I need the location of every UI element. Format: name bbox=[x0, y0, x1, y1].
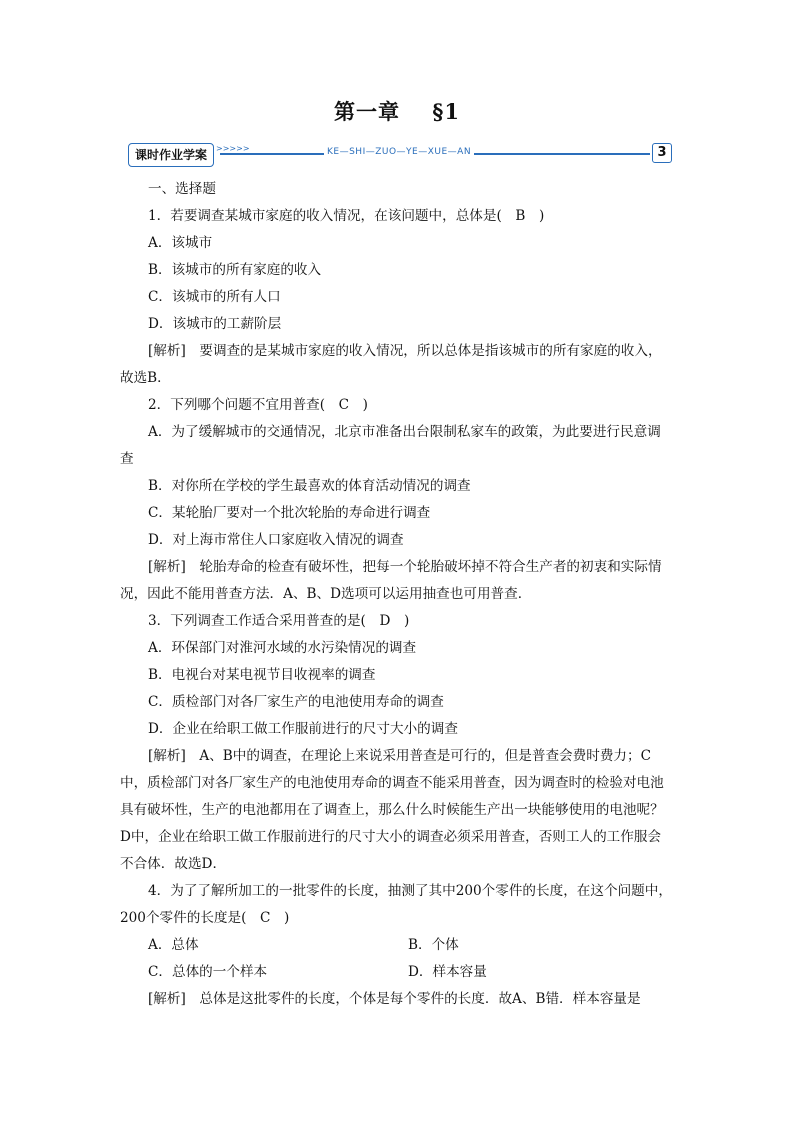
q4-option-d: D．样本容量 bbox=[408, 964, 487, 980]
q2-option-c: C．某轮胎厂要对一个批次轮胎的寿命进行调查 bbox=[148, 505, 431, 521]
homework-banner bbox=[128, 143, 672, 165]
q1-analysis-cont: 故选B． bbox=[120, 370, 171, 386]
q4-options-row-1 bbox=[120, 932, 675, 959]
q3-analysis-cont-4: 不合体．故选D． bbox=[120, 856, 227, 872]
banner-arrows: >>>>> bbox=[216, 144, 250, 153]
question-content bbox=[120, 176, 675, 1013]
q4-analysis: [解析] 总体是这批零件的长度，个体是每个零件的长度．故A、B错．样本容量是 bbox=[148, 991, 641, 1007]
banner-label: 课时作业学案 bbox=[128, 143, 214, 167]
q1-option-a: A．该城市 bbox=[148, 235, 213, 251]
chapter-title: 第一章 bbox=[334, 99, 401, 124]
q3-option-a: A．环保部门对淮河水域的水污染情况的调查 bbox=[148, 640, 417, 656]
banner-number: 3 bbox=[652, 143, 672, 163]
q4-option-a: A．总体 bbox=[148, 937, 199, 953]
q4-option-c: C．总体的一个样本 bbox=[148, 964, 268, 980]
section-heading: 一、选择题 bbox=[148, 181, 216, 197]
q2-analysis: [解析] 轮胎寿命的检查有破坏性，把每一个轮胎破坏掉不符合生产者的初衷和实际情 bbox=[148, 559, 662, 575]
section-title: §1 bbox=[432, 99, 460, 124]
q2-option-b: B．对你所在学校的学生最喜欢的体育活动情况的调查 bbox=[148, 478, 471, 494]
q1-stem: 1．若要调查某城市家庭的收入情况，在该问题中，总体是( B ) bbox=[148, 208, 545, 224]
q1-analysis: [解析] 要调查的是某城市家庭的收入情况，所以总体是指该城市的所有家庭的收入， bbox=[148, 343, 662, 359]
q3-analysis: [解析] A、B中的调查，在理论上来说采用普查是可行的，但是普查会费时费力；C bbox=[148, 748, 651, 764]
q3-option-c: C．质检部门对各厂家生产的电池使用寿命的调查 bbox=[148, 694, 444, 710]
q2-option-a: A．为了缓解城市的交通情况，北京市准备出台限制私家车的政策，为此要进行民意调 bbox=[148, 424, 661, 440]
q1-option-d: D．该城市的工薪阶层 bbox=[148, 316, 282, 332]
q2-analysis-cont: 况，因此不能用普查方法．A、B、D选项可以运用抽查也可用普查． bbox=[120, 586, 532, 602]
q3-option-d: D．企业在给职工做工作服前进行的尺寸大小的调查 bbox=[148, 721, 458, 737]
page-title bbox=[0, 96, 794, 126]
q3-analysis-cont-3: D中，企业在给职工做工作服前进行的尺寸大小的调查必须采用普查，否则工人的工作服会 bbox=[120, 829, 662, 845]
q3-stem: 3．下列调查工作适合采用普查的是( D ) bbox=[148, 613, 410, 629]
q3-analysis-cont-1: 中，质检部门对各厂家生产的电池使用寿命的调查不能采用普查，因为调查时的检验对电池 bbox=[120, 775, 664, 791]
q2-stem: 2．下列哪个问题不宜用普查( C ) bbox=[148, 397, 368, 413]
q1-option-b: B．该城市的所有家庭的收入 bbox=[148, 262, 322, 278]
q2-option-a-cont: 查 bbox=[120, 451, 134, 467]
q4-options-row-2 bbox=[120, 959, 675, 986]
q4-stem: 4．为了了解所加工的一批零件的长度，抽测了其中200个零件的长度，在这个问题中， bbox=[148, 883, 672, 899]
q4-stem-cont: 200个零件的长度是( C ) bbox=[120, 910, 290, 926]
q3-analysis-cont-2: 具有破坏性，生产的电池都用在了调查上，那么什么时候能生产出一块能够使用的电池呢？ bbox=[120, 802, 664, 818]
q2-option-d: D．对上海市常住人口家庭收入情况的调查 bbox=[148, 532, 404, 548]
banner-pinyin: KE—SHI—ZUO—YE—XUE—AN bbox=[324, 147, 474, 157]
q1-option-c: C．该城市的所有人口 bbox=[148, 289, 281, 305]
q4-option-b: B．个体 bbox=[408, 937, 459, 953]
q3-option-b: B．电视台对某电视节目收视率的调查 bbox=[148, 667, 376, 683]
